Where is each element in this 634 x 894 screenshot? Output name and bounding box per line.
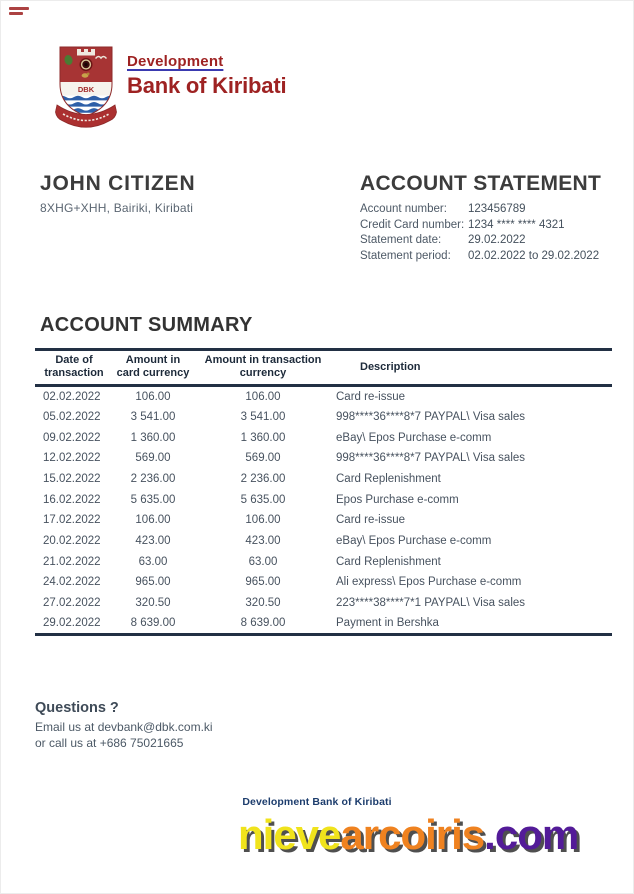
transaction-description: eBay\ Epos Purchase e-comm (336, 431, 492, 444)
transaction-amount-transaction-currency: 106.00 (245, 390, 281, 403)
statement-field-value: 29.02.2022 (468, 234, 526, 246)
statement-field-value: 02.02.2022 to 29.02.2022 (468, 249, 600, 262)
transaction-row (35, 510, 612, 531)
transaction-amount-transaction-currency: 63.00 (248, 555, 278, 568)
transaction-row (35, 489, 612, 510)
transaction-date: 17.02.2022 (43, 514, 101, 527)
statement-field-label: Statement date: (360, 234, 442, 246)
bank-crest-icon (55, 44, 117, 138)
watermark-part3: .com (484, 811, 579, 858)
transaction-amount-transaction-currency: 3 541.00 (240, 410, 286, 423)
watermark-part2: arcoiris (340, 811, 485, 858)
column-header-amount-transaction: Amount in transaction currency (204, 354, 322, 380)
summary-title: ACCOUNT SUMMARY (40, 314, 253, 336)
statement-field-row (360, 202, 616, 218)
transaction-amount-card-currency: 63.00 (138, 555, 168, 568)
transaction-amount-transaction-currency: 965.00 (245, 576, 281, 589)
transaction-date: 29.02.2022 (43, 617, 101, 630)
transaction-row (35, 448, 612, 469)
transaction-amount-card-currency: 106.00 (135, 390, 171, 403)
transaction-date: 02.02.2022 (43, 390, 101, 403)
account-summary-section (35, 314, 612, 636)
transaction-amount-card-currency: 569.00 (135, 452, 171, 465)
transaction-amount-card-currency: 5 635.00 (130, 493, 176, 506)
transaction-date: 15.02.2022 (43, 472, 101, 485)
transaction-date: 16.02.2022 (43, 493, 101, 506)
transaction-amount-transaction-currency: 320.50 (245, 597, 281, 610)
bank-header (55, 44, 286, 138)
questions-block (35, 700, 213, 751)
transaction-amount-card-currency: 8 639.00 (130, 617, 176, 630)
transaction-description: Epos Purchase e-comm (336, 493, 459, 506)
transaction-amount-card-currency: 2 236.00 (130, 472, 176, 485)
column-header-amount-card: Amount in card currency (116, 354, 190, 380)
bank-name-line1: Development (127, 53, 224, 70)
bank-name-line2: Bank of Kiribati (127, 73, 287, 98)
questions-title: Questions ? (35, 700, 119, 716)
transaction-row (35, 386, 612, 407)
statement-field-row (360, 233, 616, 249)
transaction-description: Card Replenishment (336, 555, 441, 568)
transaction-amount-transaction-currency: 5 635.00 (240, 493, 286, 506)
transaction-row (35, 531, 612, 552)
questions-email-line: Email us at devbank@dbk.com.ki (35, 720, 213, 734)
transaction-description: Ali express\ Epos Purchase e-comm (336, 576, 522, 589)
transaction-row (35, 551, 612, 572)
transaction-description: 223****38****7*1 PAYPAL\ Visa sales (336, 597, 526, 610)
statement-field-label: Account number: (360, 203, 447, 215)
crest-monogram: DBK (77, 85, 95, 94)
transaction-date: 20.02.2022 (43, 535, 101, 548)
transaction-row (35, 407, 612, 428)
questions-phone-line: or call us at +686 75021665 (35, 736, 184, 750)
transaction-date: 05.02.2022 (43, 410, 101, 423)
column-header-description: Description (360, 360, 421, 373)
transaction-description: 998****36****8*7 PAYPAL\ Visa sales (336, 452, 526, 465)
statement-field-label: Statement period: (360, 249, 451, 262)
scan-artifact-mark (9, 7, 29, 18)
transaction-description: Card re-issue (336, 514, 406, 527)
transaction-date: 21.02.2022 (43, 555, 101, 568)
statement-field-value: 123456789 (468, 203, 526, 215)
statement-field-value: 1234 **** **** 4321 (468, 218, 565, 231)
table-header-row (35, 350, 612, 386)
transaction-amount-transaction-currency: 423.00 (245, 535, 281, 548)
transaction-amount-transaction-currency: 1 360.00 (240, 431, 286, 444)
transaction-row (35, 427, 612, 448)
statement-field-row (360, 249, 616, 265)
transaction-description: eBay\ Epos Purchase e-comm (336, 535, 492, 548)
transaction-row (35, 469, 612, 490)
statement-fields (360, 202, 616, 264)
transaction-date: 12.02.2022 (43, 452, 101, 465)
transaction-amount-transaction-currency: 8 639.00 (240, 617, 286, 630)
transaction-date: 09.02.2022 (43, 431, 101, 444)
site-watermark (238, 812, 578, 858)
statement-title: ACCOUNT STATEMENT (360, 172, 602, 195)
transaction-row (35, 613, 612, 634)
transaction-amount-transaction-currency: 569.00 (245, 452, 281, 465)
transaction-amount-transaction-currency: 106.00 (245, 514, 281, 527)
statement-field-label: Credit Card number: (360, 218, 465, 231)
transaction-description: Card Replenishment (336, 472, 441, 485)
transaction-amount-card-currency: 106.00 (135, 514, 171, 527)
transaction-description: 998****36****8*7 PAYPAL\ Visa sales (336, 410, 526, 423)
footer-bank-name: Development Bank of Kiribati (242, 796, 392, 808)
watermark-part1: nieve (238, 811, 341, 858)
transaction-row (35, 572, 612, 593)
customer-block (40, 172, 195, 215)
transaction-amount-card-currency: 423.00 (135, 535, 171, 548)
transaction-date: 24.02.2022 (43, 576, 101, 589)
crest-castle-icon (77, 49, 95, 56)
column-header-date: Date of transaction (44, 354, 104, 380)
transaction-row (35, 593, 612, 614)
transaction-description: Card re-issue (336, 390, 406, 403)
bank-name (127, 44, 286, 99)
transactions-body (35, 386, 612, 634)
transaction-description: Payment in Bershka (336, 617, 439, 630)
transaction-amount-card-currency: 3 541.00 (130, 410, 176, 423)
statement-field-row (360, 218, 616, 234)
statement-info-block (360, 172, 616, 264)
transaction-date: 27.02.2022 (43, 597, 101, 610)
transactions-table (35, 348, 612, 636)
transaction-amount-card-currency: 1 360.00 (130, 431, 176, 444)
transaction-amount-card-currency: 320.50 (135, 597, 171, 610)
transaction-amount-transaction-currency: 2 236.00 (240, 472, 286, 485)
customer-name: JOHN CITIZEN (40, 172, 196, 195)
customer-address: 8XHG+XHH, Bairiki, Kiribati (40, 201, 194, 215)
transaction-amount-card-currency: 965.00 (135, 576, 171, 589)
